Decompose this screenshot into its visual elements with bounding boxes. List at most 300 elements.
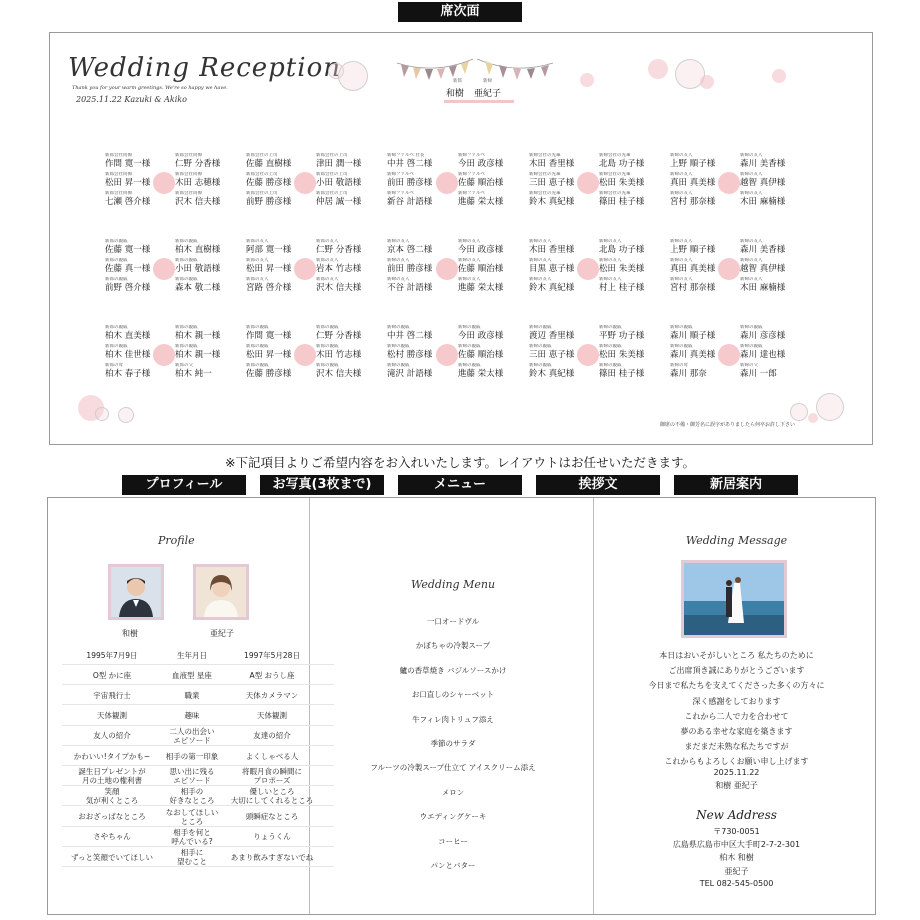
program-panel <box>47 497 876 915</box>
reception-date-names: 2025.11.22 Kazuki & Akiko <box>76 95 187 104</box>
menu-title: Wedding Menu <box>410 578 496 591</box>
label-profile: プロフィール <box>122 475 246 495</box>
address-line: 亜紀子 <box>724 866 749 876</box>
seat <box>599 153 661 172</box>
message-line: 今日まで私たちを支えてくださった多くの方々に <box>648 681 825 691</box>
seat-relation: 新郎会社の上司 <box>316 191 348 196</box>
seat <box>105 325 167 344</box>
guest-name: 森川 美香様 <box>740 159 786 169</box>
profile-row <box>62 686 334 705</box>
seat <box>740 172 802 191</box>
seat <box>740 344 802 363</box>
bubble <box>790 403 808 421</box>
guest-name: 松田 昇一様 <box>105 178 151 188</box>
guest-name: 柏木 直樹様 <box>175 245 221 255</box>
guest-name: 柏木 佳世様 <box>105 350 151 360</box>
seat-relation: 新婦の友人 <box>458 258 481 263</box>
message-line: 夢のある幸せな家庭を築きます <box>680 727 793 736</box>
guest-name: 前野 啓介様 <box>105 283 151 293</box>
seat <box>670 191 732 210</box>
seat <box>529 325 591 344</box>
seat-group <box>175 153 237 210</box>
seat-relation: 新郎の親戚 <box>246 325 269 330</box>
profile-question: 相手の第一印象 <box>165 751 219 761</box>
profile-question: 相手に 望むこと <box>177 848 207 866</box>
seat <box>599 172 661 191</box>
guest-name: 進藤 栄太様 <box>458 283 504 293</box>
seat <box>529 277 591 296</box>
groom-answer: 1995年7月9日 <box>86 650 138 660</box>
guest-name: 鈴木 真紀様 <box>529 369 575 379</box>
profile-row <box>62 747 334 766</box>
guest-name: 京本 啓二様 <box>387 245 433 255</box>
guest-name: 宮村 那奈様 <box>670 283 716 293</box>
seat-relation: 新婦会社の先輩 <box>599 191 631 196</box>
seat-relation: 新郎の親戚 <box>175 277 198 282</box>
profile-question: 生年月日 <box>177 650 207 660</box>
seat-relation: 新郎の友人 <box>246 258 269 263</box>
seat <box>387 363 449 382</box>
guest-name: 森本 敬二様 <box>175 283 221 293</box>
seat <box>105 363 167 382</box>
profile-question: 血液型 星座 <box>172 670 212 680</box>
guest-name: 佐藤 直樹様 <box>246 159 292 169</box>
seat <box>599 191 661 210</box>
table-marker <box>577 258 599 280</box>
groom-answer: 誕生日プレゼントが 月の土地の権利書 <box>78 767 146 786</box>
guest-name: 作間 寛一様 <box>105 159 151 169</box>
seat-relation: 新婦の友人 <box>529 277 552 282</box>
profile-row <box>62 828 334 847</box>
menu-item: パンとバター <box>430 861 476 870</box>
seat <box>246 277 308 296</box>
profile-row <box>62 666 334 685</box>
seat <box>670 277 732 296</box>
seat <box>740 363 802 382</box>
profile-question: 職業 <box>184 690 200 700</box>
bride-photo <box>193 564 249 620</box>
guest-name: 松田 朱美様 <box>599 178 645 188</box>
seat <box>458 277 520 296</box>
guest-name: 森川 真美様 <box>670 350 716 360</box>
seat-relation: 新婦の友人 <box>387 258 410 263</box>
table-marker <box>718 172 740 194</box>
guest-name: 越智 真伊様 <box>740 264 786 274</box>
seat-relation: 新郎の親戚 <box>316 363 339 368</box>
message-line: これからもよろしくお願い申し上げます <box>664 757 809 767</box>
bride-answer: 天体観測 <box>257 711 287 721</box>
guest-name: 仁野 分香様 <box>316 331 362 341</box>
seat-group <box>316 153 378 210</box>
bubble <box>816 393 844 421</box>
seat-relation: 新郎の親戚 <box>175 344 198 349</box>
seat-relation: 新婦の友人 <box>670 153 693 158</box>
seat-relation: 新郎の親戚 <box>246 363 269 368</box>
seat-relation: 新婦ファルベ <box>458 153 485 158</box>
profile-question: 思い出に残る エピソード <box>169 767 215 786</box>
groom-label: 新郎 <box>453 79 462 84</box>
groom-answer: 友人の紹介 <box>93 731 131 741</box>
address-line: 〒730-0051 <box>713 827 760 836</box>
guest-name: 宮路 啓介様 <box>246 283 292 293</box>
message-names: 和樹 亜紀子 <box>715 781 758 790</box>
seat <box>670 325 732 344</box>
seat <box>175 344 237 363</box>
guest-name: 森川 美香様 <box>740 245 786 255</box>
seat <box>529 153 591 172</box>
seat <box>529 191 591 210</box>
guest-name: 三田 恵子様 <box>529 350 575 360</box>
guest-name: 木田 麻楠様 <box>740 197 786 207</box>
guest-name: 今田 政彦様 <box>458 159 504 169</box>
guest-name: 柏木 直美様 <box>105 331 151 341</box>
guest-name: 今田 政彦様 <box>458 331 504 341</box>
seat-relation: 新婦の親戚 <box>599 344 622 349</box>
seat <box>458 258 520 277</box>
seat-relation: 新婦ファルベ <box>458 191 485 196</box>
guest-name: 松村 勝彦様 <box>387 350 433 360</box>
seat <box>670 239 732 258</box>
seat <box>105 239 167 258</box>
seat <box>670 363 732 382</box>
seat <box>175 258 237 277</box>
seat <box>529 363 591 382</box>
seat-relation: 新婦の友人 <box>458 239 481 244</box>
couple-photo <box>681 560 787 638</box>
seat-relation: 新郎の親戚 <box>105 325 128 330</box>
reception-title: Wedding Reception <box>68 53 341 83</box>
seat-relation: 新郎の友人 <box>246 277 269 282</box>
seat <box>599 239 661 258</box>
guest-name: 前田 勝彦様 <box>387 264 433 274</box>
seat-group <box>599 325 661 382</box>
seat-relation: 新郎の友人 <box>246 239 269 244</box>
guest-name: 篠田 桂子様 <box>599 197 645 207</box>
menu-item: メロン <box>441 787 465 797</box>
guest-name: 木田 麻楠様 <box>740 283 786 293</box>
profile-row <box>62 707 334 726</box>
seat <box>246 363 308 382</box>
seat <box>316 258 378 277</box>
guest-name: 森川 順子様 <box>670 331 716 341</box>
seat-group <box>458 325 520 382</box>
message-line: 本日はおいそがしいところ 私たちのために <box>659 651 814 660</box>
bubble <box>700 75 714 89</box>
instruction-note: ※下記項目よりご希望内容をお入れいたします。レイアウトはお任せいただきます。 <box>225 455 695 470</box>
guest-name: 真田 真美様 <box>670 264 716 274</box>
address-title: New Address <box>696 808 777 822</box>
bride-portrait-icon <box>196 567 246 617</box>
guest-name: 仲居 誠一様 <box>316 197 362 207</box>
seating-footer-note: 御席の不備・御芳名に誤字がありましたら何卒お許し下さい <box>660 422 796 428</box>
groom-answer: かわいい!タイプかも~ <box>73 751 151 761</box>
seat-relation: 新婦の母 <box>670 363 688 368</box>
seat <box>175 191 237 210</box>
seat-group <box>599 239 661 296</box>
message-title: Wedding Message <box>685 534 788 547</box>
bubble <box>580 73 594 87</box>
guest-name: 沢木 信夫様 <box>316 283 362 293</box>
bride-answer: あまり飲みすぎないでね <box>230 852 314 862</box>
seat-group <box>175 239 237 296</box>
seat-relation: 新婦の友人 <box>387 239 410 244</box>
seat-relation: 新婦ファルベ <box>387 191 414 196</box>
guest-name: 北島 功子様 <box>599 159 645 169</box>
seat-relation: 新婦の友人 <box>599 258 622 263</box>
seat-relation: 新婦会社の先輩 <box>529 153 561 158</box>
seat <box>175 153 237 172</box>
message-line: 深く感謝をしております <box>692 696 781 706</box>
seat-relation: 新婦の親戚 <box>458 363 481 368</box>
guest-name: 七瀬 啓介様 <box>105 197 151 207</box>
seat-relation: 新婦会社の先輩 <box>529 191 561 196</box>
bride-answer: りょうくん <box>253 832 291 842</box>
guest-name: 篠田 桂子様 <box>599 369 645 379</box>
address-line: 広島県広島市中区大手町2-7-2-301 <box>672 840 801 850</box>
seat <box>316 191 378 210</box>
guest-name: 柏木 親一様 <box>175 350 221 360</box>
seat-relation: 新郎会社同僚 <box>175 153 202 158</box>
seat-relation: 新郎会社同僚 <box>175 191 202 196</box>
seat-relation: 新婦の親戚 <box>458 344 481 349</box>
menu-item: かぼちゃの冷製スープ <box>415 641 491 651</box>
menu-item: 季節のサラダ <box>430 739 476 748</box>
seat <box>105 153 167 172</box>
label-photos: お写真(3枚まで) <box>260 475 384 495</box>
seat <box>458 239 520 258</box>
couple-underline <box>444 100 514 103</box>
message-line: まだまだ未熟な私たちですが <box>684 742 789 752</box>
seat-group <box>458 239 520 296</box>
seat-relation: 新婦ファルベ 社長 <box>387 153 425 158</box>
guest-name: 木田 香里様 <box>529 245 575 255</box>
seat-relation: 新婦の友人 <box>670 191 693 196</box>
menu-item: お口直しのシャーベット <box>411 690 495 700</box>
guest-name: 仁野 分香様 <box>316 245 362 255</box>
table-marker <box>577 172 599 194</box>
seat-relation: 新婦の友人 <box>387 277 410 282</box>
guest-name: 木田 竹志様 <box>316 350 362 360</box>
seat-relation: 新婦の友人 <box>670 277 693 282</box>
seat-relation: 新郎の親戚 <box>175 239 198 244</box>
seat-group <box>316 325 378 382</box>
seat <box>599 344 661 363</box>
table-marker <box>436 344 458 366</box>
seat <box>316 153 378 172</box>
guest-name: 仁野 分香様 <box>175 159 221 169</box>
seat <box>740 239 802 258</box>
guest-name: 佐藤 順治様 <box>458 264 504 274</box>
guest-name: 森川 彦彦様 <box>740 331 786 341</box>
bride-answer: 友達の紹介 <box>253 731 291 741</box>
guest-name: 目黒 恵子様 <box>529 264 575 274</box>
profile-question: 趣味 <box>184 711 200 721</box>
table-marker <box>577 344 599 366</box>
seat-relation: 新婦会社の先輩 <box>599 172 631 177</box>
seating-chart <box>49 32 873 445</box>
seat-relation: 新婦の親戚 <box>670 325 693 330</box>
guest-name: 上野 順子様 <box>670 245 716 255</box>
bride-label: 新婦 <box>483 79 492 84</box>
message-date: 2025.11.22 <box>713 768 760 777</box>
guest-name: 滝沢 計語様 <box>387 369 433 379</box>
guest-name: 上野 順子様 <box>670 159 716 169</box>
seat-relation: 新郎会社同僚 <box>105 172 132 177</box>
seat <box>529 239 591 258</box>
guest-name: 小田 敬語様 <box>175 264 221 274</box>
profile-groom-name: 和樹 <box>122 629 138 638</box>
guest-name: 進藤 栄太様 <box>458 369 504 379</box>
seat <box>458 325 520 344</box>
profile-row <box>62 767 334 786</box>
seat <box>316 325 378 344</box>
groom-answer: 天体観測 <box>97 711 127 721</box>
guest-name: 北島 功子様 <box>599 245 645 255</box>
guest-name: 佐藤 寛一様 <box>105 245 151 255</box>
guest-name: 佐藤 勝彦様 <box>246 369 292 379</box>
guest-name: 新谷 計語様 <box>387 197 433 207</box>
seat-relation: 新郎の親戚 <box>105 258 128 263</box>
profile-row <box>62 646 334 665</box>
seat-relation: 新郎会社の上司 <box>246 172 278 177</box>
groom-answer: おおざっぱなところ <box>78 812 146 822</box>
label-seating: 席次面 <box>398 2 522 22</box>
guest-name: 岩本 竹志様 <box>316 264 362 274</box>
seat <box>599 325 661 344</box>
guest-name: 鈴木 真紀様 <box>529 197 575 207</box>
seat-relation: 新婦の友人 <box>529 239 552 244</box>
seat <box>316 277 378 296</box>
table-marker <box>294 172 316 194</box>
seat-group <box>175 325 237 382</box>
message-line: これから二人で力を合わせて <box>684 711 789 721</box>
seat-relation: 新婦の親戚 <box>740 325 763 330</box>
guest-name: 作間 寛一様 <box>246 331 292 341</box>
guest-name: 佐藤 勝彦様 <box>246 178 292 188</box>
seat-relation: 新郎の親戚 <box>316 344 339 349</box>
guest-name: 松田 昇一様 <box>246 350 292 360</box>
seat <box>175 239 237 258</box>
seat-relation: 新郎会社の上司 <box>316 172 348 177</box>
seat-relation: 新婦の親戚 <box>458 325 481 330</box>
seat-relation: 新婦の父 <box>740 363 758 368</box>
profile-row <box>62 787 334 806</box>
guest-name: 今田 政彦様 <box>458 245 504 255</box>
seat-relation: 新婦の親戚 <box>529 344 552 349</box>
address-line: 柏木 和樹 <box>719 853 754 863</box>
seat-relation: 新婦の親戚 <box>599 363 622 368</box>
seat-relation: 新郎会社同僚 <box>175 172 202 177</box>
seat-relation: 新婦の友人 <box>740 153 763 158</box>
guest-name: 沢木 信夫様 <box>316 369 362 379</box>
guest-name: 木田 香里様 <box>529 159 575 169</box>
seat <box>175 172 237 191</box>
address-line: TEL 082-545-0500 <box>699 878 774 888</box>
seat-relation: 新婦ファルベ <box>387 172 414 177</box>
guest-name: 沢木 信夫様 <box>175 197 221 207</box>
seat <box>387 325 449 344</box>
seat-relation: 新婦会社の先輩 <box>529 172 561 177</box>
profile-question: 相手を何と 呼んでいる? <box>171 827 213 846</box>
guest-name: 木田 志穂様 <box>175 178 221 188</box>
seat-relation: 新郎の友人 <box>316 258 339 263</box>
reception-thanks: Thank you for your warm greetings. We're so happy we have. <box>72 85 228 91</box>
seat <box>740 191 802 210</box>
profile-row <box>62 808 334 827</box>
seat-relation: 新婦の親戚 <box>670 344 693 349</box>
guest-name: 津田 潤一様 <box>316 159 362 169</box>
groom-photo <box>108 564 164 620</box>
bride-name: 亜紀子 <box>474 89 502 99</box>
seat <box>105 191 167 210</box>
guest-name: 平野 功子様 <box>599 331 645 341</box>
seat <box>246 191 308 210</box>
profile-bride-name: 亜紀子 <box>210 629 234 638</box>
seat-relation: 新婦の友人 <box>740 191 763 196</box>
seat <box>458 172 520 191</box>
seat <box>387 239 449 258</box>
guest-name: 佐藤 真一様 <box>105 264 151 274</box>
bubble <box>338 61 368 91</box>
guest-name: 鈴木 真紀様 <box>529 283 575 293</box>
bubble <box>772 69 786 83</box>
seat <box>175 277 237 296</box>
seat <box>670 153 732 172</box>
seat <box>599 363 661 382</box>
profile-row <box>62 848 334 867</box>
seat <box>458 344 520 363</box>
seat-relation: 新婦の友人 <box>599 239 622 244</box>
groom-portrait-icon <box>111 567 161 617</box>
seat <box>105 277 167 296</box>
bride-answer: 天体カメラマン <box>245 690 299 700</box>
bride-answer: A型 おうし座 <box>249 670 295 680</box>
seat-relation: 新郎の親戚 <box>105 239 128 244</box>
seat <box>599 258 661 277</box>
groom-answer: O型 かに座 <box>92 670 132 680</box>
message-line: ご出席頂き誠にありがとうございます <box>668 666 805 676</box>
seat-relation: 新郎会社の上司 <box>246 191 278 196</box>
seat-relation: 新婦の友人 <box>740 172 763 177</box>
seat <box>740 277 802 296</box>
groom-answer: 笑顔 気が利くところ <box>85 787 139 806</box>
seat-relation: 新婦の親戚 <box>387 344 410 349</box>
seat <box>458 363 520 382</box>
seat-relation: 新婦の友人 <box>670 258 693 263</box>
seat-relation: 新婦の友人 <box>740 258 763 263</box>
guest-name: 越智 真伊様 <box>740 178 786 188</box>
seat-relation: 新郎の父 <box>175 363 193 368</box>
seat <box>387 191 449 210</box>
seat <box>458 191 520 210</box>
seat-relation: 新婦の友人 <box>740 239 763 244</box>
table-marker <box>153 258 175 280</box>
guest-name: 渡辺 香里様 <box>529 331 575 341</box>
menu-item: ウエディングケーキ <box>419 812 487 822</box>
groom-answer: 宇宙飛行士 <box>93 690 131 700</box>
guest-name: 阿部 寛一様 <box>246 245 292 255</box>
seat-relation: 新婦の友人 <box>740 277 763 282</box>
seat-relation: 新婦の友人 <box>599 277 622 282</box>
menu-item: 牛フィレ肉トリュフ添え <box>412 714 494 724</box>
groom-answer: ずっと笑顔でいてほしい <box>70 852 154 862</box>
seat-group <box>316 239 378 296</box>
guest-name: 中井 啓二様 <box>387 331 433 341</box>
label-new-home: 新居案内 <box>674 475 798 495</box>
guest-name: 松田 昇一様 <box>246 264 292 274</box>
seat <box>740 153 802 172</box>
table-marker <box>718 258 740 280</box>
